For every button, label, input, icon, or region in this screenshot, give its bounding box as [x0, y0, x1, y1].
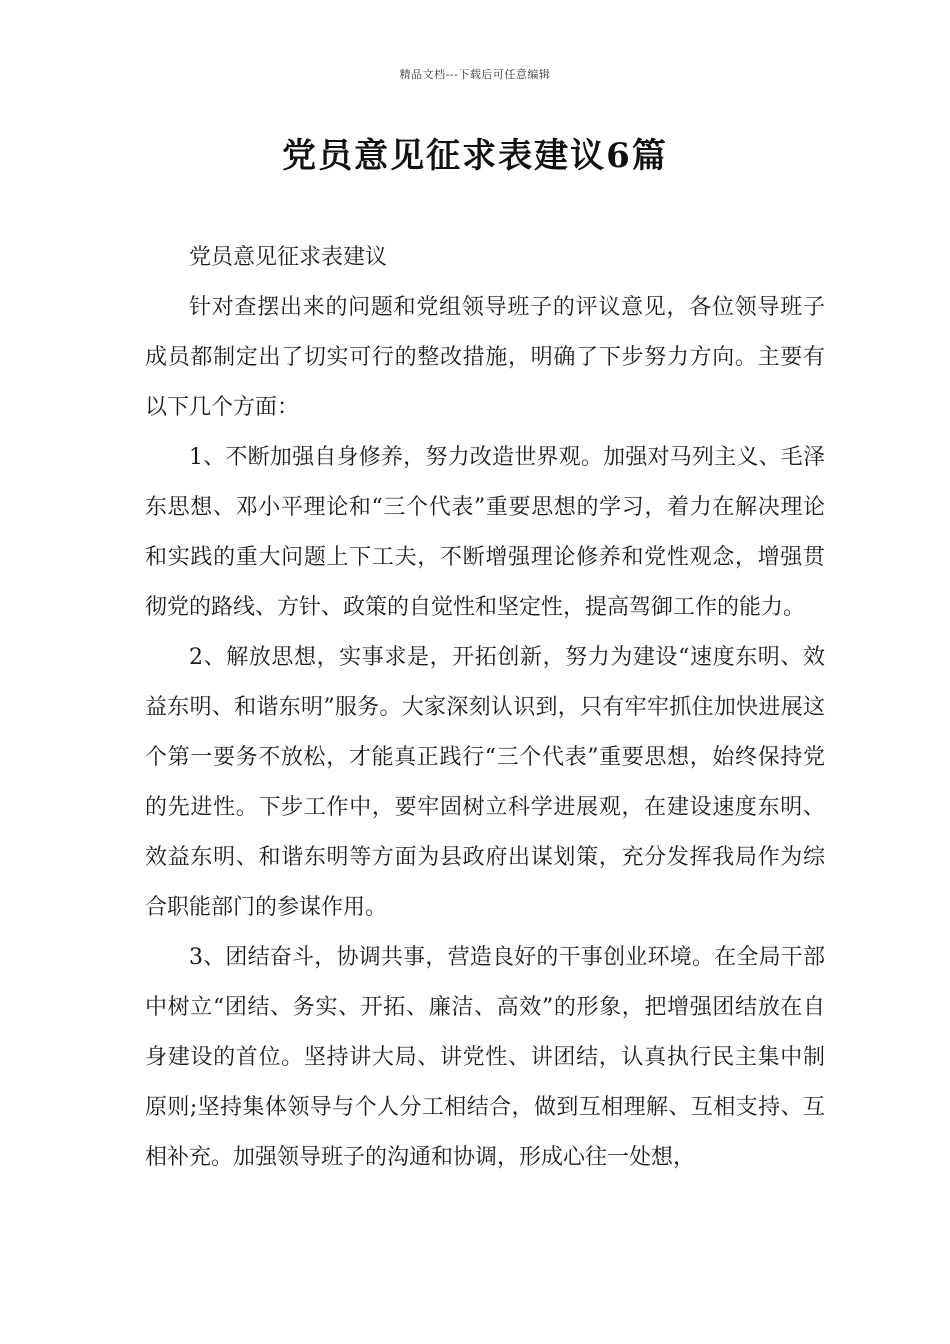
document-subtitle: 党员意见征求表建议 — [189, 245, 388, 270]
paragraph-2: 2、解放思想，实事求是，开拓创新，努力为建设“速度东明、效益东明、和谐东明”服务。大家深刻认识到，只有牢牢抓住加快进展这个第一要务不放松，才能真正践行“三个代表”重要思想，始终保持党的先进性。下步工作中，要牢固树立科学进展观，在建设速度东明、效益东明、和谐东明等方面为县政府出谋划策，充分发挥我局作为综合职能部门的参谋作用。 — [145, 645, 825, 920]
paragraph-1: 1、不断加强自身修养，努力改造世界观。加强对马列主义、毛泽东思想、邓小平理论和“三个代表”重要思想的学习，着力在解决理论和实践的重大问题上下工夫，不断增强理论修养和党性观念，增强贯彻党的路线、方针、政策的自觉性和坚定性，提高驾御工作的能力。 — [145, 445, 825, 620]
document-body — [145, 233, 825, 1183]
paragraph-intro: 针对查摆出来的问题和党组领导班子的评议意见，各位领导班子成员都制定出了切实可行的整改措施，明确了下步努力方向。主要有以下几个方面： — [145, 295, 825, 420]
page-title: 党员意见征求表建议6篇 — [282, 136, 668, 176]
header-note: 精品文档---下载后可任意编辑 — [399, 68, 551, 81]
paragraph-3: 3、团结奋斗，协调共事，营造良好的干事创业环境。在全局干部中树立“团结、务实、开拓、廉洁、高效”的形象，把增强团结放在自身建设的首位。坚持讲大局、讲党性、讲团结，认真执行民主集中制原则;坚持集体领导与个人分工相结合，做到互相理解、互相支持、互相补充。加强领导班子的沟通和协调，形成心往一处想， — [145, 945, 825, 1170]
